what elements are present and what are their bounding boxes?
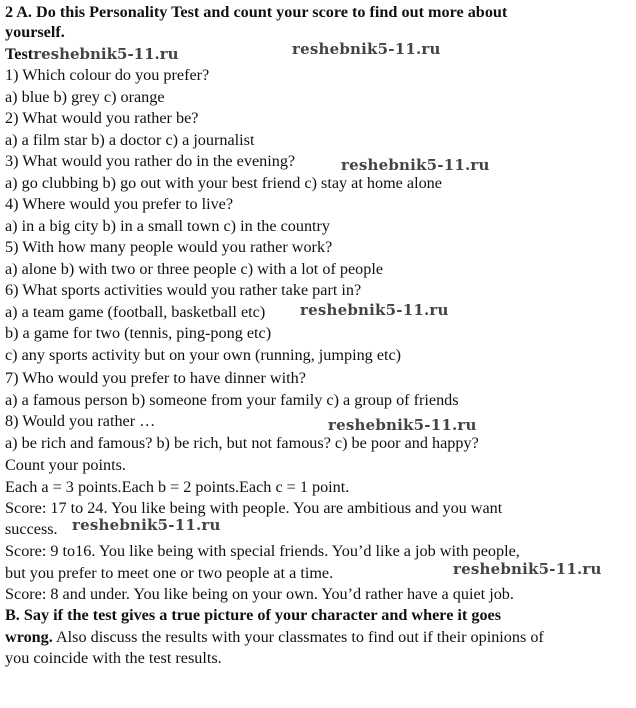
watermark: reshebnik5-11.ru [453,560,602,578]
points-rule: Each a = 3 points.Each b = 2 points.Each c = 1 point. [5,478,350,496]
score-high-cont: success. [5,520,58,538]
test-label-line [5,44,179,64]
watermark: reshebnik5-11.ru [292,40,441,58]
score-high: Score: 17 to 24. You like being with people. You are ambitious and you want [5,499,503,517]
count-points: Count your points. [5,456,126,474]
score-low: Score: 8 and under. You like being on your own. You’d rather have a quiet job. [5,585,514,603]
question-2: 2) What would you rather be? [5,109,199,127]
answers-4: a) in a big city b) in a small town c) in the country [5,217,331,235]
part-b-instructions: Also discuss the results with your classmates to find out if their opinions of [52,628,544,646]
watermark: reshebnik5-11.ru [328,416,477,434]
heading-part-a-cont: yourself. [5,23,65,41]
heading-part-a: 2 A. Do this Personality Test and count your score to find out more about [5,3,508,21]
watermark: reshebnik5-11.ru [72,516,221,534]
answers-1: a) blue b) grey c) orange [5,88,165,106]
part-b-line2 [5,627,544,647]
answers-7: a) a famous person b) someone from your family c) a group of friends [5,391,459,409]
answers-5: a) alone b) with two or three people c) with a lot of people [5,260,384,278]
question-5: 5) With how many people would you rather work? [5,238,333,256]
question-4: 4) Where would you prefer to live? [5,195,234,213]
answer-6b: b) a game for two (tennis, ping-pong etc) [5,324,272,342]
answers-8: a) be rich and famous? b) be rich, but not famous? c) be poor and happy? [5,434,479,452]
part-b-line3: you coincide with the test results. [5,649,222,667]
watermark: reshebnik5-11.ru [33,45,179,63]
part-b-wrong: wrong. [5,628,53,646]
question-1: 1) Which colour do you prefer? [5,66,210,84]
part-b-heading: B. Say if the test gives a true picture of your character and where it goes [5,606,502,624]
question-6: 6) What sports activities would you rather take part in? [5,281,362,299]
question-8: 8) Would you rather … [5,412,156,430]
answer-6c: c) any sports activity but on your own (running, jumping etc) [5,346,402,364]
watermark: reshebnik5-11.ru [341,156,490,174]
score-mid-cont: but you prefer to meet one or two people at a time. [5,564,334,582]
question-3: 3) What would you rather do in the evening? [5,152,296,170]
watermark: reshebnik5-11.ru [300,301,449,319]
answers-2: a) a film star b) a doctor c) a journalist [5,131,255,149]
answer-6a: a) a team game (football, basketball etc) [5,303,266,321]
score-mid: Score: 9 to16. You like being with special friends. You’d like a job with people, [5,542,520,560]
test-label: Test [5,45,34,63]
question-7: 7) Who would you prefer to have dinner with? [5,369,306,387]
answers-3: a) go clubbing b) go out with your best friend c) stay at home alone [5,174,442,192]
